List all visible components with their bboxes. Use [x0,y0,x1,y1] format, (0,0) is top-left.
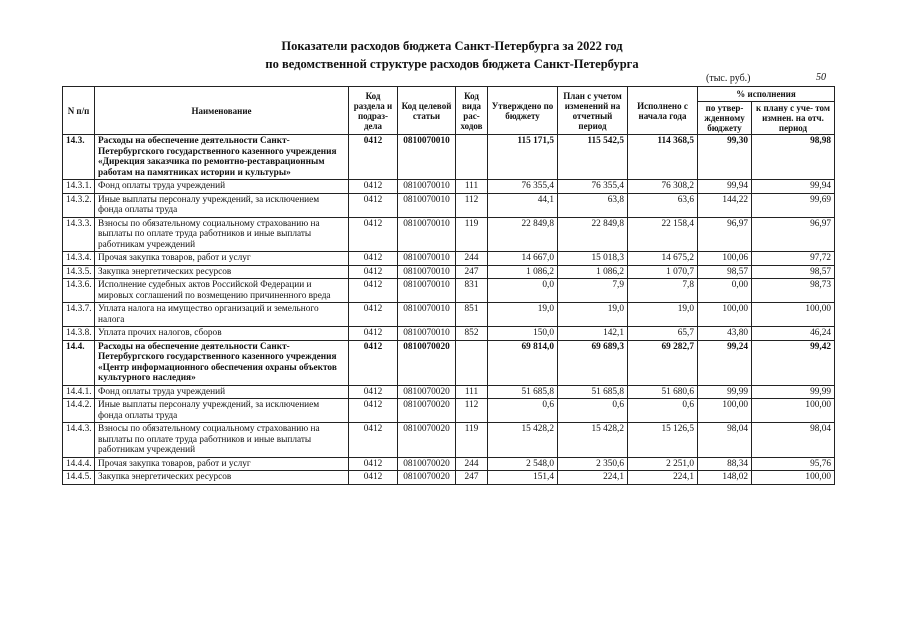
row-kod-vida: 244 [456,457,488,471]
row-kod-vida: 119 [456,423,488,458]
row-num: 14.3.3. [63,217,95,252]
row-pct-utv: 148,02 [698,471,752,485]
row-num: 14.4.4. [63,457,95,471]
row-name: Иные выплаты персоналу учреждений, за исключением фонда оплаты труда [95,193,349,217]
table-row [63,265,835,279]
row-pct-utv: 98,57 [698,265,752,279]
col-header-kod-razdela: Код раздела и подраз- дела [349,87,398,135]
row-pct-utv: 98,04 [698,423,752,458]
row-kod-stati: 0810070020 [398,385,456,399]
row-pct-plan: 98,98 [752,135,835,180]
table-row [63,399,835,423]
row-kod-stati: 0810070010 [398,217,456,252]
row-kod-razdela: 0412 [349,279,398,303]
row-num: 14.4.2. [63,399,95,423]
table-row [63,471,835,485]
row-name: Взносы по обязательному социальному страхованию на выплаты по оплате труда работников и иные выплаты работникам учреждений [95,423,349,458]
row-kod-stati: 0810070020 [398,399,456,423]
row-plan: 142,1 [558,327,628,341]
row-name: Исполнение судебных актов Российской Федерации и мировых соглашений по возмещению причиненного вреда [95,279,349,303]
row-kod-vida: 244 [456,252,488,266]
row-pct-utv: 100,06 [698,252,752,266]
row-ispolneno: 1 070,7 [628,265,698,279]
row-num: 14.3.2. [63,193,95,217]
row-kod-vida [456,135,488,180]
row-name: Уплата налога на имущество организаций и земельного налога [95,303,349,327]
row-pct-plan: 99,42 [752,340,835,385]
row-kod-stati: 0810070010 [398,265,456,279]
col-header-pct-utv: по утвер- жденному бюджету [698,102,752,135]
row-name: Иные выплаты персоналу учреждений, за исключением фонда оплаты труда [95,399,349,423]
row-pct-utv: 100,00 [698,399,752,423]
row-name: Закупка энергетических ресурсов [95,471,349,485]
row-kod-razdela: 0412 [349,327,398,341]
row-name: Прочая закупка товаров, работ и услуг [95,252,349,266]
row-ispolneno: 7,8 [628,279,698,303]
row-num: 14.4. [63,340,95,385]
row-kod-vida: 831 [456,279,488,303]
row-kod-stati: 0810070010 [398,135,456,180]
row-utverzhdeno: 2 548,0 [488,457,558,471]
row-utverzhdeno: 14 667,0 [488,252,558,266]
row-plan: 19,0 [558,303,628,327]
row-num: 14.3. [63,135,95,180]
row-pct-plan: 100,00 [752,303,835,327]
row-pct-plan: 95,76 [752,457,835,471]
row-utverzhdeno: 115 171,5 [488,135,558,180]
row-kod-vida: 111 [456,385,488,399]
row-utverzhdeno: 69 814,0 [488,340,558,385]
row-plan: 15 428,2 [558,423,628,458]
page-number: 50 [816,72,826,83]
row-plan: 7,9 [558,279,628,303]
row-pct-utv: 99,99 [698,385,752,399]
row-kod-razdela: 0412 [349,252,398,266]
row-kod-stati: 0810070010 [398,279,456,303]
row-num: 14.4.1. [63,385,95,399]
col-header-pct-plan: к плану с уче- том измнен. на отч. период [752,102,835,135]
row-num: 14.3.8. [63,327,95,341]
col-header-name: Наименование [95,87,349,135]
table-row [63,385,835,399]
row-ispolneno: 114 368,5 [628,135,698,180]
row-num: 14.4.5. [63,471,95,485]
row-ispolneno: 15 126,5 [628,423,698,458]
row-kod-razdela: 0412 [349,471,398,485]
row-kod-stati: 0810070010 [398,193,456,217]
row-pct-plan: 99,99 [752,385,835,399]
row-plan: 2 350,6 [558,457,628,471]
row-utverzhdeno: 44,1 [488,193,558,217]
row-ispolneno: 0,6 [628,399,698,423]
row-num: 14.3.6. [63,279,95,303]
row-ispolneno: 19,0 [628,303,698,327]
row-pct-plan: 98,73 [752,279,835,303]
row-pct-plan: 98,57 [752,265,835,279]
row-plan: 15 018,3 [558,252,628,266]
row-utverzhdeno: 150,0 [488,327,558,341]
row-plan: 69 689,3 [558,340,628,385]
row-ispolneno: 69 282,7 [628,340,698,385]
row-name: Уплата прочих налогов, сборов [95,327,349,341]
row-kod-razdela: 0412 [349,193,398,217]
row-pct-utv: 96,97 [698,217,752,252]
row-pct-plan: 98,04 [752,423,835,458]
table-row [63,457,835,471]
row-plan: 115 542,5 [558,135,628,180]
row-ispolneno: 22 158,4 [628,217,698,252]
col-header-pct-group: % исполнения [698,87,835,102]
table-row [63,180,835,194]
table-row [63,217,835,252]
row-pct-utv: 99,30 [698,135,752,180]
row-pct-plan: 100,00 [752,399,835,423]
table-row [63,303,835,327]
row-kod-stati: 0810070020 [398,340,456,385]
row-plan: 22 849,8 [558,217,628,252]
row-kod-stati: 0810070010 [398,303,456,327]
table-body [63,135,835,485]
row-pct-utv: 100,00 [698,303,752,327]
row-kod-vida: 247 [456,471,488,485]
row-kod-vida: 112 [456,193,488,217]
row-utverzhdeno: 22 849,8 [488,217,558,252]
row-kod-razdela: 0412 [349,340,398,385]
row-utverzhdeno: 76 355,4 [488,180,558,194]
row-name: Расходы на обеспечение деятельности Санкт-Петербургского государственного казенного учреждения «Дирекция заказчика по ремонтно-реставрационным работам на памятниках истории и культуры» [95,135,349,180]
col-header-ispolneno: Исполнено с начала года [628,87,698,135]
report-title-line2: по ведомственной структуре расходов бюджета Санкт-Петербурга [265,57,639,71]
row-ispolneno: 2 251,0 [628,457,698,471]
row-plan: 0,6 [558,399,628,423]
row-name: Взносы по обязательному социальному страхованию на выплаты по оплате труда работников и иные выплаты работникам учреждений [95,217,349,252]
row-name: Прочая закупка товаров, работ и услуг [95,457,349,471]
col-header-plan: План с учетом изменений на отчетный период [558,87,628,135]
row-pct-plan: 97,72 [752,252,835,266]
row-pct-utv: 0,00 [698,279,752,303]
row-kod-stati: 0810070020 [398,423,456,458]
row-utverzhdeno: 0,6 [488,399,558,423]
row-kod-vida [456,340,488,385]
row-kod-razdela: 0412 [349,303,398,327]
row-utverzhdeno: 0,0 [488,279,558,303]
row-name: Закупка энергетических ресурсов [95,265,349,279]
row-ispolneno: 51 680,6 [628,385,698,399]
report-title-line1: Показатели расходов бюджета Санкт-Петербурга за 2022 год [281,39,623,53]
table-row [63,135,835,180]
row-plan: 224,1 [558,471,628,485]
row-num: 14.3.4. [63,252,95,266]
row-pct-plan: 100,00 [752,471,835,485]
row-pct-plan: 96,97 [752,217,835,252]
row-ispolneno: 14 675,2 [628,252,698,266]
table-row [63,252,835,266]
row-pct-utv: 43,80 [698,327,752,341]
row-kod-vida: 851 [456,303,488,327]
table-row [63,193,835,217]
row-pct-utv: 144,22 [698,193,752,217]
row-utverzhdeno: 19,0 [488,303,558,327]
row-kod-razdela: 0412 [349,399,398,423]
row-kod-razdela: 0412 [349,265,398,279]
row-ispolneno: 76 308,2 [628,180,698,194]
row-kod-vida: 111 [456,180,488,194]
row-pct-plan: 99,69 [752,193,835,217]
row-kod-razdela: 0412 [349,217,398,252]
row-kod-razdela: 0412 [349,423,398,458]
row-ispolneno: 224,1 [628,471,698,485]
table-row [63,327,835,341]
row-kod-stati: 0810070010 [398,327,456,341]
row-utverzhdeno: 151,4 [488,471,558,485]
row-kod-stati: 0810070020 [398,471,456,485]
row-pct-plan: 99,94 [752,180,835,194]
row-num: 14.3.5. [63,265,95,279]
table-row [63,340,835,385]
row-plan: 51 685,8 [558,385,628,399]
row-plan: 76 355,4 [558,180,628,194]
row-utverzhdeno: 15 428,2 [488,423,558,458]
row-kod-vida: 852 [456,327,488,341]
col-header-kod-vida: Код вида рас- ходов [456,87,488,135]
units-label: (тыс. руб.) [706,73,751,84]
row-kod-vida: 112 [456,399,488,423]
budget-table [62,86,835,485]
table-row [63,279,835,303]
row-utverzhdeno: 1 086,2 [488,265,558,279]
row-kod-stati: 0810070010 [398,252,456,266]
row-kod-razdela: 0412 [349,180,398,194]
row-num: 14.4.3. [63,423,95,458]
row-name: Фонд оплаты труда учреждений [95,385,349,399]
col-header-num: N п/п [63,87,95,135]
row-kod-stati: 0810070020 [398,457,456,471]
row-num: 14.3.7. [63,303,95,327]
row-plan: 63,8 [558,193,628,217]
row-pct-plan: 46,24 [752,327,835,341]
row-pct-utv: 99,24 [698,340,752,385]
row-ispolneno: 65,7 [628,327,698,341]
row-plan: 1 086,2 [558,265,628,279]
row-kod-razdela: 0412 [349,135,398,180]
row-kod-vida: 119 [456,217,488,252]
table-row [63,423,835,458]
row-name: Фонд оплаты труда учреждений [95,180,349,194]
col-header-kod-stati: Код целевой статьи [398,87,456,135]
col-header-utverzhdeno: Утверждено по бюджету [488,87,558,135]
row-kod-stati: 0810070010 [398,180,456,194]
row-ispolneno: 63,6 [628,193,698,217]
row-kod-vida: 247 [456,265,488,279]
row-kod-razdela: 0412 [349,385,398,399]
row-num: 14.3.1. [63,180,95,194]
row-name: Расходы на обеспечение деятельности Санкт-Петербургского государственного казенного учреждения «Центр информационного обеспечения охраны объектов культурного наследия» [95,340,349,385]
row-pct-utv: 88,34 [698,457,752,471]
row-utverzhdeno: 51 685,8 [488,385,558,399]
row-pct-utv: 99,94 [698,180,752,194]
row-kod-razdela: 0412 [349,457,398,471]
